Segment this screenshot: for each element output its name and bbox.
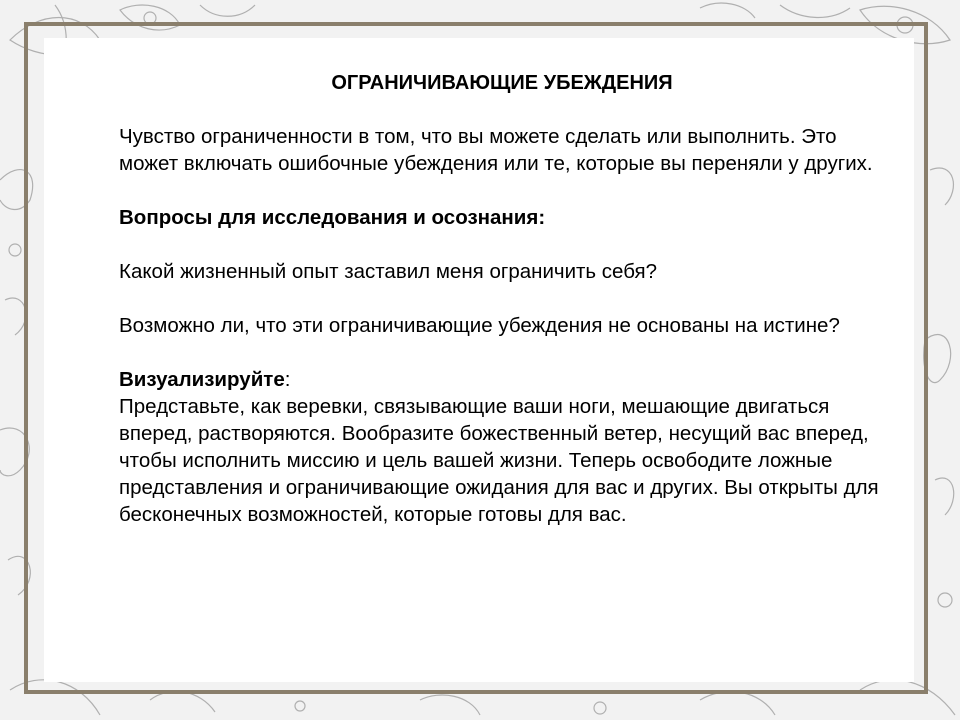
visualize-colon: : [284, 368, 291, 391]
slide-content [119, 70, 879, 528]
visualize-heading: Визуализируйте [119, 368, 285, 391]
question-2: Возможно ли, что эти ограничивающие убеждения не основаны на истине? [119, 314, 840, 337]
visualize-heading-line [119, 366, 879, 393]
intro-paragraph: Чувство ограниченности в том, что вы можете сделать или выполнить. Это может включать ошибочные убеждения или те, которые вы переняли у других. [119, 125, 873, 175]
questions-heading: Вопросы для исследования и осознания: [119, 206, 546, 229]
visualize-paragraph: Представьте, как веревки, связывающие ваши ноги, мешающие двигаться вперед, растворяются. Вообразите божественный ветер, несущий вас вперед, чтобы исполнить миссию и цель вашей жизни. Теперь освободите ложные представления и ограничивающие ожидания для вас и других. Вы открыты для бесконечных возможностей, которые готовы для вас. [119, 395, 879, 526]
slide-title: ОГРАНИЧИВАЮЩИЕ УБЕЖДЕНИЯ [331, 72, 673, 94]
question-1: Какой жизненный опыт заставил меня ограничить себя? [119, 260, 658, 283]
